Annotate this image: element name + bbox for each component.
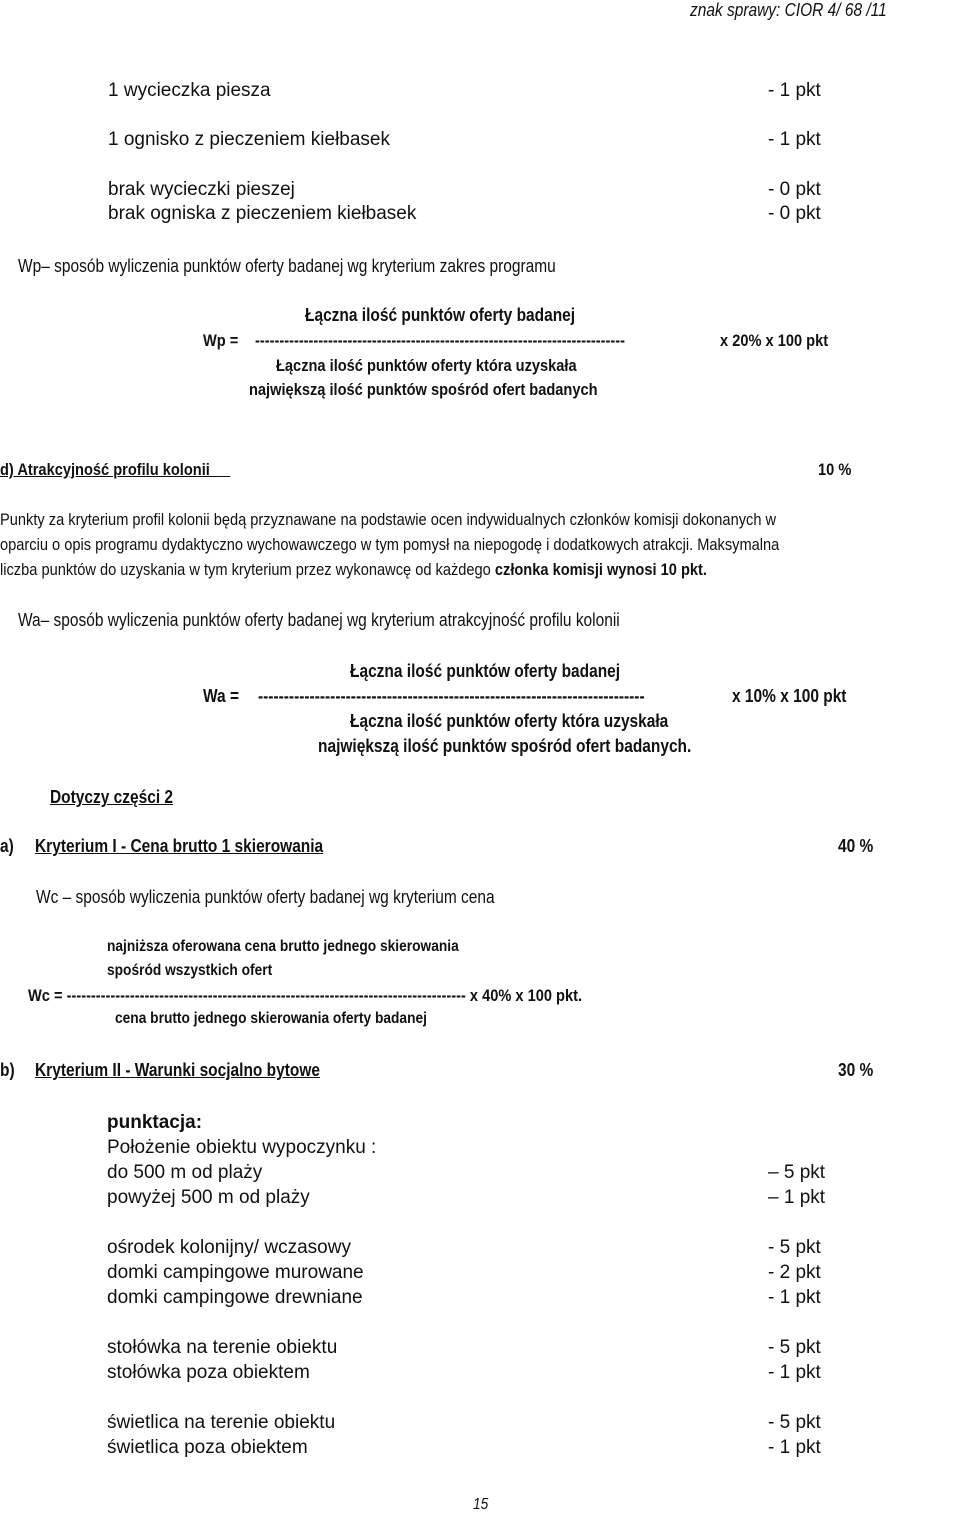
wa-denominator: największą ilość punktów spośród ofert badanych. (318, 736, 692, 756)
case-number: znak sprawy: CIOR 4/ 68 /11 (690, 0, 887, 20)
wc-numerator: najniższa oferowana cena brutto jednego skierowania (107, 938, 459, 955)
section-d-title (0, 460, 230, 480)
page-number: 15 (473, 1496, 489, 1513)
scoring-item-points: – 5 pkt (768, 1162, 826, 1183)
criterion-b-letter: b) (0, 1060, 15, 1080)
wc-denominator: cena brutto jednego skierowania oferty badanej (115, 1010, 427, 1027)
section-d-body: oparciu o opis programu dydaktyczno wychowawczego w tym pomysł na niepogodę i dodatkowych atrakcji. Maksymalna (0, 535, 780, 554)
wa-multiplier: x 10% x 100 pkt (732, 686, 847, 706)
wa-numerator: Łączna ilość punktów oferty badanej (350, 661, 621, 681)
part2-title: Dotyczy części 2 (50, 787, 174, 807)
program-item-points: - 0 pkt (768, 203, 821, 224)
program-item-label: brak wycieczki pieszej (108, 179, 295, 200)
criterion-a-title: Kryterium I - Cena brutto 1 skierowania (35, 836, 324, 856)
wp-denominator: Łączna ilość punktów oferty która uzyskała (276, 356, 577, 375)
scoring-item-points: - 1 pkt (768, 1362, 821, 1383)
program-item-label: brak ogniska z pieczeniem kiełbasek (108, 203, 417, 224)
scoring-item-label: stołówka na terenie obiektu (107, 1337, 338, 1358)
scoring-item-points: - 2 pkt (768, 1262, 821, 1283)
wp-dashes: ---------------------------------------------------------------------------- (255, 331, 626, 350)
scoring-item-label: do 500 m od plaży (107, 1162, 263, 1183)
program-item-points: - 0 pkt (768, 179, 821, 200)
scoring-item-points: – 1 pkt (768, 1187, 826, 1208)
scoring-item-label: świetlica na terenie obiektu (107, 1412, 336, 1433)
scoring-item-label: domki campingowe murowane (107, 1262, 364, 1283)
scoring-item-label: stołówka poza obiektem (107, 1362, 310, 1383)
program-item-points: - 1 pkt (768, 80, 821, 101)
wc-formula: Wc = ---------------------------------------------------------------------------------- x 40% x 100 pkt. (28, 986, 583, 1005)
criterion-a-letter: a) (0, 836, 14, 856)
wa-description: Wa– sposób wyliczenia punktów oferty badanej wg kryterium atrakcyjność profilu kolonii (18, 610, 620, 630)
section-d-body: Punkty za kryterium profil kolonii będą przyznawane na podstawie ocen indywidualnych członków komisji dokonanych w (0, 510, 777, 529)
wa-denominator: Łączna ilość punktów oferty która uzyskała (350, 711, 669, 731)
section-d-percent: 10 % (818, 460, 852, 479)
section-d-body (0, 560, 707, 580)
scoring-item-label: domki campingowe drewniane (107, 1287, 363, 1308)
criterion-b-percent: 30 % (838, 1060, 874, 1080)
criterion-a-percent: 40 % (838, 836, 874, 856)
scoring-item-label: powyżej 500 m od plaży (107, 1187, 310, 1208)
scoring-item-label: ośrodek kolonijny/ wczasowy (107, 1237, 351, 1258)
section-d-body-text: liczba punktów do uzyskania w tym kryterium przez wykonawcę od każdego (0, 560, 491, 579)
scoring-item-points: - 5 pkt (768, 1237, 821, 1258)
wp-description: Wp– sposób wyliczenia punktów oferty badanej wg kryterium zakres programu (18, 256, 556, 276)
wp-prefix: Wp = (203, 331, 239, 350)
location-title: Położenie obiektu wypoczynku : (107, 1137, 377, 1158)
wa-dashes: --------------------------------------------------------------------------- (258, 686, 645, 706)
wa-prefix: Wa = (203, 686, 239, 706)
wp-multiplier: x 20% x 100 pkt (720, 331, 829, 350)
criterion-b-title: Kryterium II - Warunki socjalno bytowe (35, 1060, 321, 1080)
scoring-item-points: - 5 pkt (768, 1337, 821, 1358)
program-item-points: - 1 pkt (768, 129, 821, 150)
criterion-a-description: Wc – sposób wyliczenia punktów oferty badanej wg kryterium cena (36, 887, 495, 907)
scoring-title: punktacja: (107, 1112, 203, 1133)
program-item-label: 1 wycieczka piesza (108, 80, 271, 101)
scoring-item-points: - 1 pkt (768, 1437, 821, 1458)
section-d-title-text: d) Atrakcyjność profilu kolonii (0, 460, 210, 479)
wp-denominator: największą ilość punktów spośród ofert badanych (249, 380, 598, 399)
wp-numerator: Łączna ilość punktów oferty badanej (305, 305, 576, 325)
scoring-item-points: - 1 pkt (768, 1287, 821, 1308)
program-item-label: 1 ognisko z pieczeniem kiełbasek (108, 129, 390, 150)
scoring-item-label: świetlica poza obiektem (107, 1437, 308, 1458)
scoring-item-points: - 5 pkt (768, 1412, 821, 1433)
section-d-body-bold: członka komisji wynosi 10 pkt. (494, 560, 707, 579)
wc-numerator: spośród wszystkich ofert (107, 962, 273, 979)
